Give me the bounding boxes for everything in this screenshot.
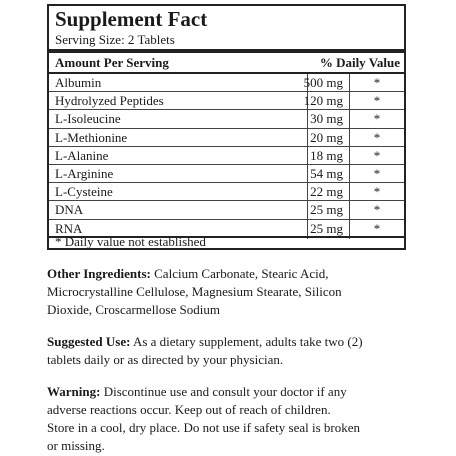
daily-value: * xyxy=(373,184,381,200)
daily-value: * xyxy=(373,111,381,127)
suggested-use-text: tablets daily or as directed by your physician. xyxy=(47,352,284,367)
amount-header: Amount Per Serving xyxy=(55,55,169,70)
daily-value: * xyxy=(373,75,381,90)
daily-value-header: % Daily Value xyxy=(319,55,400,70)
nutrient-name: L-Alanine xyxy=(55,147,109,163)
table-row xyxy=(49,183,404,201)
nutrient-name: L-Methionine xyxy=(55,129,128,145)
warning-text: Store in a cool, dry place. Do not use if safety seal is broken xyxy=(47,420,360,435)
nutrient-name: L-Arginine xyxy=(55,165,114,181)
nutrient-amount: 500 mg xyxy=(303,75,343,90)
panel-title: Supplement Fact xyxy=(55,7,208,31)
table-row xyxy=(49,110,404,128)
daily-value: * xyxy=(373,93,381,109)
other-ingredients-text: Calcium Carbonate, Stearic Acid, xyxy=(150,266,329,281)
other-ingredients xyxy=(47,265,417,319)
warning xyxy=(47,383,417,455)
nutrient-amount: 54 mg xyxy=(310,165,343,181)
warning-text: Discontinue use and consult your doctor if any xyxy=(100,384,347,399)
nutrient-amount: 30 mg xyxy=(310,111,343,127)
nutrient-name: L-Isoleucine xyxy=(55,111,121,127)
nutrient-table xyxy=(49,74,404,238)
nutrient-amount: 25 mg xyxy=(310,220,343,236)
table-row xyxy=(49,201,404,219)
warning-text: or missing. xyxy=(47,438,105,453)
daily-value: * xyxy=(373,129,381,145)
nutrient-name: L-Cysteine xyxy=(55,184,113,200)
nutrient-amount: 20 mg xyxy=(310,129,343,145)
serving-size: Serving Size: 2 Tablets xyxy=(55,32,175,47)
nutrient-name: Albumin xyxy=(55,75,102,90)
table-row xyxy=(49,147,404,165)
table-row xyxy=(49,74,404,92)
supplement-facts-panel xyxy=(47,4,406,250)
nutrient-amount: 25 mg xyxy=(310,202,343,218)
daily-value: * xyxy=(373,220,381,236)
warning-label: Warning: xyxy=(47,384,101,399)
nutrient-amount: 22 mg xyxy=(310,184,343,200)
other-ingredients-label: Other Ingredients: xyxy=(47,266,151,281)
other-ingredients-text: Dioxide, Croscarmellose Sodium xyxy=(47,302,220,317)
nutrient-name: RNA xyxy=(55,220,83,236)
nutrient-name: Hydrolyzed Peptides xyxy=(55,93,164,109)
warning-text: adverse reactions occur. Keep out of reach of children. xyxy=(47,402,331,417)
nutrient-name: DNA xyxy=(55,202,84,218)
daily-value: * xyxy=(373,147,381,163)
suggested-use xyxy=(47,333,417,369)
other-ingredients-text: Microcrystalline Cellulose, Magnesium Stearate, Silicon xyxy=(47,284,342,299)
suggested-use-text: As a dietary supplement, adults take two (2) xyxy=(130,334,363,349)
table-row xyxy=(49,129,404,147)
daily-value: * xyxy=(373,165,381,181)
daily-value: * xyxy=(373,202,381,218)
thick-divider xyxy=(49,49,404,53)
table-row xyxy=(49,165,404,183)
nutrient-amount: 120 mg xyxy=(303,93,343,109)
nutrient-amount: 18 mg xyxy=(310,147,343,163)
footnote: * Daily value not established xyxy=(55,234,206,249)
suggested-use-label: Suggested Use: xyxy=(47,334,131,349)
table-row xyxy=(49,92,404,110)
